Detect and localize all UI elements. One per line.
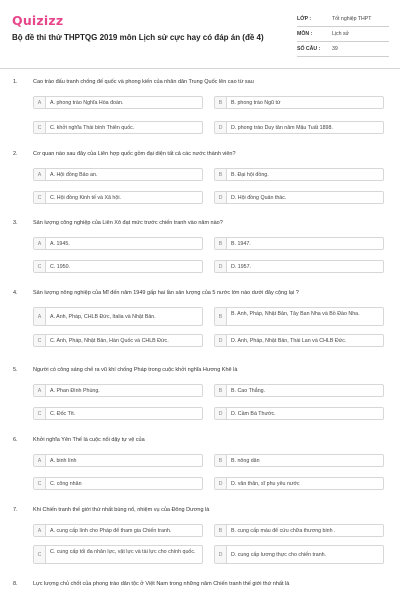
question-number: 8. [13,581,18,587]
option-letter: D [215,408,227,419]
answer-option-c[interactable] [33,334,203,347]
option-text: A. Anh, Pháp, CHLB Đức, Italia và Nhật Bản. [50,314,156,320]
question-5 [0,364,400,378]
question-number: 4. [13,290,18,296]
meta-row-subject [297,27,389,42]
option-text: C. Anh, Pháp, Nhật Bản, Hàn Quốc và CHLB Đức. [50,338,169,344]
answer-option-b[interactable] [214,307,384,326]
answer-option-d[interactable] [214,191,384,204]
answer-option-c[interactable] [33,191,203,204]
option-letter: C [34,122,46,133]
option-letter: C [34,546,46,563]
question-7 [0,504,400,518]
option-letter: C [34,261,46,272]
answer-option-c[interactable] [33,477,203,490]
question-number: 6. [13,437,18,443]
option-letter: D [215,478,227,489]
answer-option-a[interactable] [33,237,203,250]
answer-option-d[interactable] [214,334,384,347]
answer-option-b[interactable] [214,96,384,109]
header [0,0,400,64]
quizizz-logo: Quizizz [12,13,64,28]
option-letter: B [215,525,227,536]
option-letter: C [34,335,46,346]
option-text: C. công nhân [50,481,82,487]
option-letter: D [215,546,227,563]
option-letter: A [34,169,46,180]
answer-option-d[interactable] [214,121,384,134]
option-letter: D [215,335,227,346]
question-text: Cơ quan nào sau đây của Liên hợp quốc gồm đại diện tất cả các nước thành viên? [33,151,236,157]
option-letter: C [34,478,46,489]
answer-option-c[interactable] [33,407,203,420]
option-text: B. phong trào Ngũ tứ [231,100,281,106]
option-text: C. Đốc Tít. [50,411,76,417]
question-2 [0,148,400,162]
option-letter: B [215,238,227,249]
meta-value: Tốt nghiệp THPT [332,16,372,22]
option-letter: A [34,308,46,325]
option-text: A. 1945. [50,241,70,247]
answer-option-a[interactable] [33,454,203,467]
option-text: D. cung cấp lương thực cho chiến tranh. [231,552,327,558]
answer-option-b[interactable] [214,384,384,397]
option-text: D. 1957. [231,264,252,270]
option-text: D. văn thân, sĩ phu yêu nước [231,481,300,487]
option-letter: D [215,261,227,272]
answer-option-b[interactable] [214,168,384,181]
answer-option-d[interactable] [214,477,384,490]
meta-row-count [297,42,389,57]
option-letter: B [215,308,227,325]
option-letter: B [215,455,227,466]
question-6 [0,434,400,448]
option-text: A. phong trào Nghĩa Hòa đoàn. [50,100,124,106]
option-letter: C [34,408,46,419]
option-letter: A [34,455,46,466]
answer-option-d[interactable] [214,407,384,420]
option-letter: A [34,525,46,536]
option-text: B. Cao Thắng. [231,388,266,394]
answer-option-c[interactable] [33,545,203,564]
option-letter: D [215,192,227,203]
option-letter: B [215,169,227,180]
option-letter: A [34,385,46,396]
question-text: Sản lượng nông nghiệp của Mĩ đến năm 1949 gấp hai lần sản lượng của 5 nước lớn nào dưới đây cộng lại ? [33,290,299,296]
option-text: C. Hội đồng Kinh tế và Xã hội. [50,195,121,201]
meta-key: MÔN : [297,31,313,37]
question-number: 7. [13,507,18,513]
answer-option-d[interactable] [214,545,384,564]
answer-option-a[interactable] [33,168,203,181]
question-8 [0,578,400,592]
option-text: B. Anh, Pháp, Nhật Bản, Tây Ban Nha và Bồ Đào Nha. [231,311,360,317]
answer-option-a[interactable] [33,384,203,397]
answer-option-a[interactable] [33,524,203,537]
option-text: C. khởi nghĩa Thái bình Thiên quốc. [50,125,135,131]
answer-option-a[interactable] [33,307,203,326]
meta-row-class [297,12,389,27]
option-letter: D [215,122,227,133]
answer-option-c[interactable] [33,121,203,134]
answer-option-b[interactable] [214,237,384,250]
option-letter: A [34,238,46,249]
option-text: C. cung cấp tối đa nhân lực, vật lực và tài lực cho chính quốc. [50,549,196,555]
question-number: 5. [13,367,18,373]
meta-table [297,12,389,57]
question-1 [0,76,400,90]
answer-option-c[interactable] [33,260,203,273]
question-text: Cao trào đấu tranh chống đế quốc và phong kiến của nhân dân Trung Quốc lên cao từ sau [33,79,254,85]
meta-value: 39 [332,46,338,52]
question-text: Người có công sáng chế ra vũ khí chống Pháp trong cuộc khởi nghĩa Hương Khê là [33,367,238,373]
document-title: Bộ đề thi thử THPTQG 2019 môn Lịch sử cực hay có đáp án (đề 4) [12,33,264,42]
option-text: B. nông dân [231,458,260,464]
option-letter: B [215,97,227,108]
option-letter: B [215,385,227,396]
option-text: C. 1950. [50,264,71,270]
question-text: Lực lượng chủ chốt của phong trào dân tộc ở Việt Nam trong những năm Chiến tranh thế giới thứ nhất là [33,581,290,587]
option-text: B. 1947. [231,241,251,247]
answer-option-b[interactable] [214,454,384,467]
option-text: A. cung cấp lính cho Pháp để tham gia Chiến tranh. [50,528,172,534]
question-text: Khởi nghĩa Yên Thế là cuộc nổi dậy tự vệ của [33,437,145,443]
option-text: A. Hội đồng Bảo an. [50,172,98,178]
option-text: D. phong trào Duy tân năm Mậu Tuất 1898. [231,125,333,131]
question-text: Sản lượng công nghiệp của Liên Xô đạt mức trước chiến tranh vào năm nào? [33,220,223,226]
option-text: A. Phan Đình Phùng. [50,388,100,394]
option-text: D. Hội đồng Quản thác. [231,195,287,201]
option-text: D. Cầm Bá Thước. [231,411,276,417]
header-divider [0,68,400,69]
meta-value: Lịch sử [332,31,350,37]
option-text: B. cung cấp máu để cứu chữa thương binh . [231,528,336,534]
meta-key: SỐ CÂU : [297,46,321,52]
answer-option-a[interactable] [33,96,203,109]
question-number: 2. [13,151,18,157]
option-letter: A [34,97,46,108]
answer-option-b[interactable] [214,524,384,537]
question-number: 1. [13,79,18,85]
option-text: D. Anh, Pháp, Nhật Bản, Thái Lan và CHLB Đức. [231,338,347,344]
option-text: B. Đại hội đồng. [231,172,269,178]
answer-option-d[interactable] [214,260,384,273]
question-4 [0,287,400,301]
question-text: Khi Chiến tranh thế giới thứ nhất bùng nổ, nhiệm vụ của Đông Dương là [33,507,210,513]
question-number: 3. [13,220,18,226]
option-text: A. binh lính [50,458,77,464]
option-letter: C [34,192,46,203]
question-3 [0,217,400,231]
meta-key: LỚP : [297,16,312,22]
